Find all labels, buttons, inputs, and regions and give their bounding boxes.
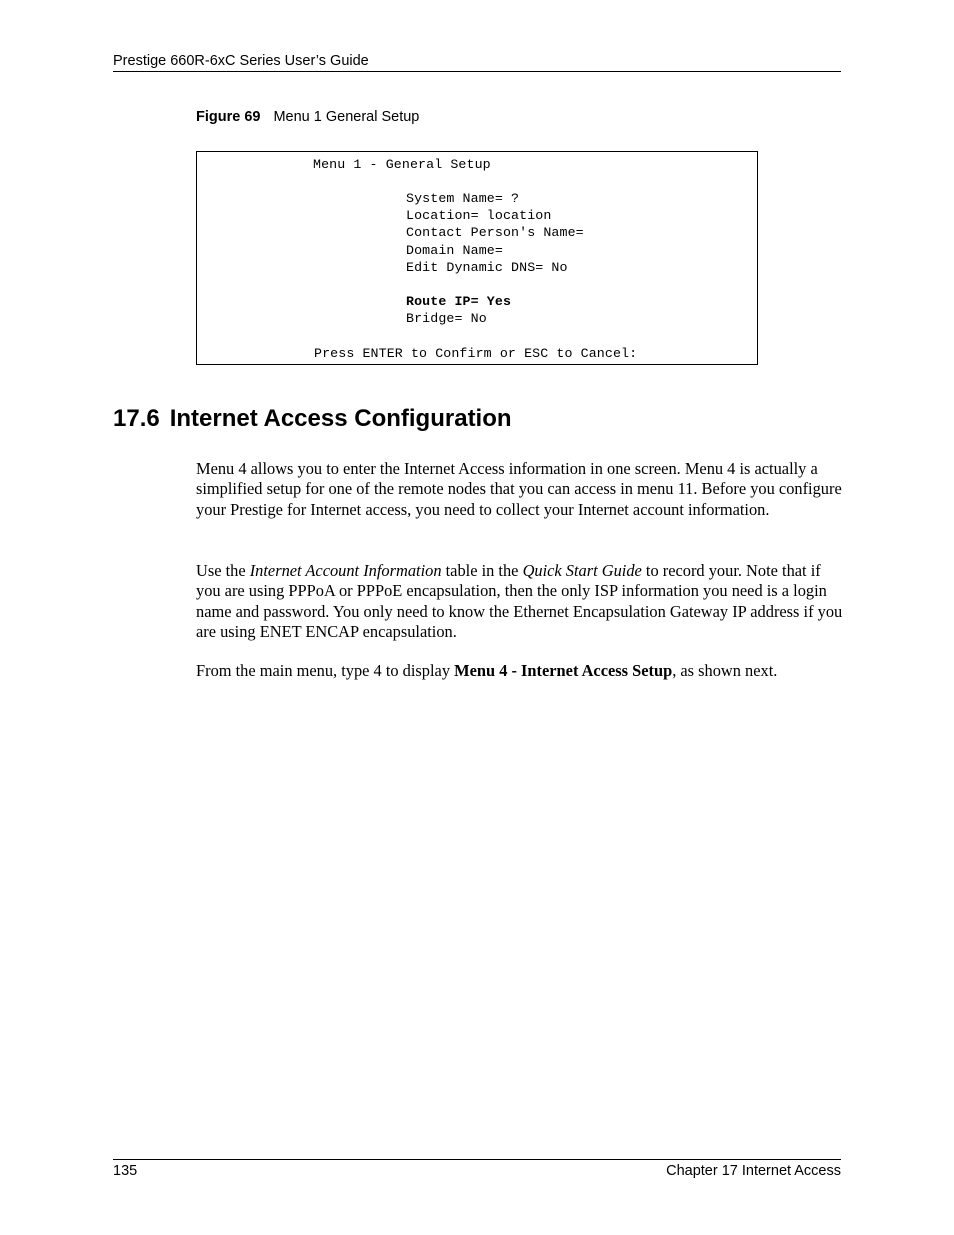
text-run: table in the — [441, 561, 523, 580]
emphasis-quick-start-guide: Quick Start Guide — [522, 561, 642, 580]
terminal-bridge: Bridge= No — [406, 311, 487, 326]
figure-label: Figure 69 — [196, 109, 261, 125]
chapter-title: Chapter 17 Internet Access — [666, 1163, 841, 1179]
page-number: 135 — [113, 1163, 138, 1179]
footer-rule — [113, 1159, 841, 1160]
terminal-system-name: System Name= ? — [406, 191, 520, 206]
terminal-menu-title: Menu 1 - General Setup — [313, 157, 491, 172]
terminal-screen — [196, 151, 758, 365]
terminal-domain-name: Domain Name= — [406, 243, 503, 258]
header-rule — [113, 71, 841, 72]
paragraph-main-menu — [196, 661, 844, 681]
terminal-location: Location= location — [406, 208, 552, 223]
section-heading — [113, 404, 512, 434]
terminal-prompt: Press ENTER to Confirm or ESC to Cancel: — [314, 346, 638, 361]
paragraph-account-info — [196, 561, 844, 642]
terminal-route-ip: Route IP= Yes — [406, 294, 512, 309]
section-title: Internet Access Configuration — [169, 405, 512, 432]
emphasis-internet-account-information: Internet Account Information — [249, 561, 442, 580]
text-run: to record your. Note that if you are using PPPoA or PPPoE encapsulation, then the only ISP information you need is a login name and password. You only need to know the Ethernet Encapsulation Gateway IP address if you are using ENET ENCAP encapsulation. — [196, 561, 843, 641]
running-header: Prestige 660R-6xC Series User’s Guide — [113, 53, 369, 69]
text-run: Use the — [196, 561, 250, 580]
paragraph-menu4-intro: Menu 4 allows you to enter the Internet Access information in one screen. Menu 4 is actually a simplified setup for one of the remote nodes that you can access in menu 11. Before you configure your Prestige for Internet access, you need to collect your Internet account information. — [196, 459, 842, 519]
terminal-edit-dynamic-dns: Edit Dynamic DNS= No — [406, 260, 568, 275]
strong-menu4-name: Menu 4 - Internet Access Setup — [454, 661, 673, 680]
text-run: , as shown next. — [672, 661, 778, 680]
figure-title: Menu 1 General Setup — [273, 109, 420, 125]
section-number: 17.6 — [113, 405, 160, 432]
text-run: From the main menu, type 4 to display — [196, 661, 455, 680]
terminal-contact-person: Contact Person's Name= — [406, 225, 584, 240]
figure-caption — [196, 108, 419, 126]
